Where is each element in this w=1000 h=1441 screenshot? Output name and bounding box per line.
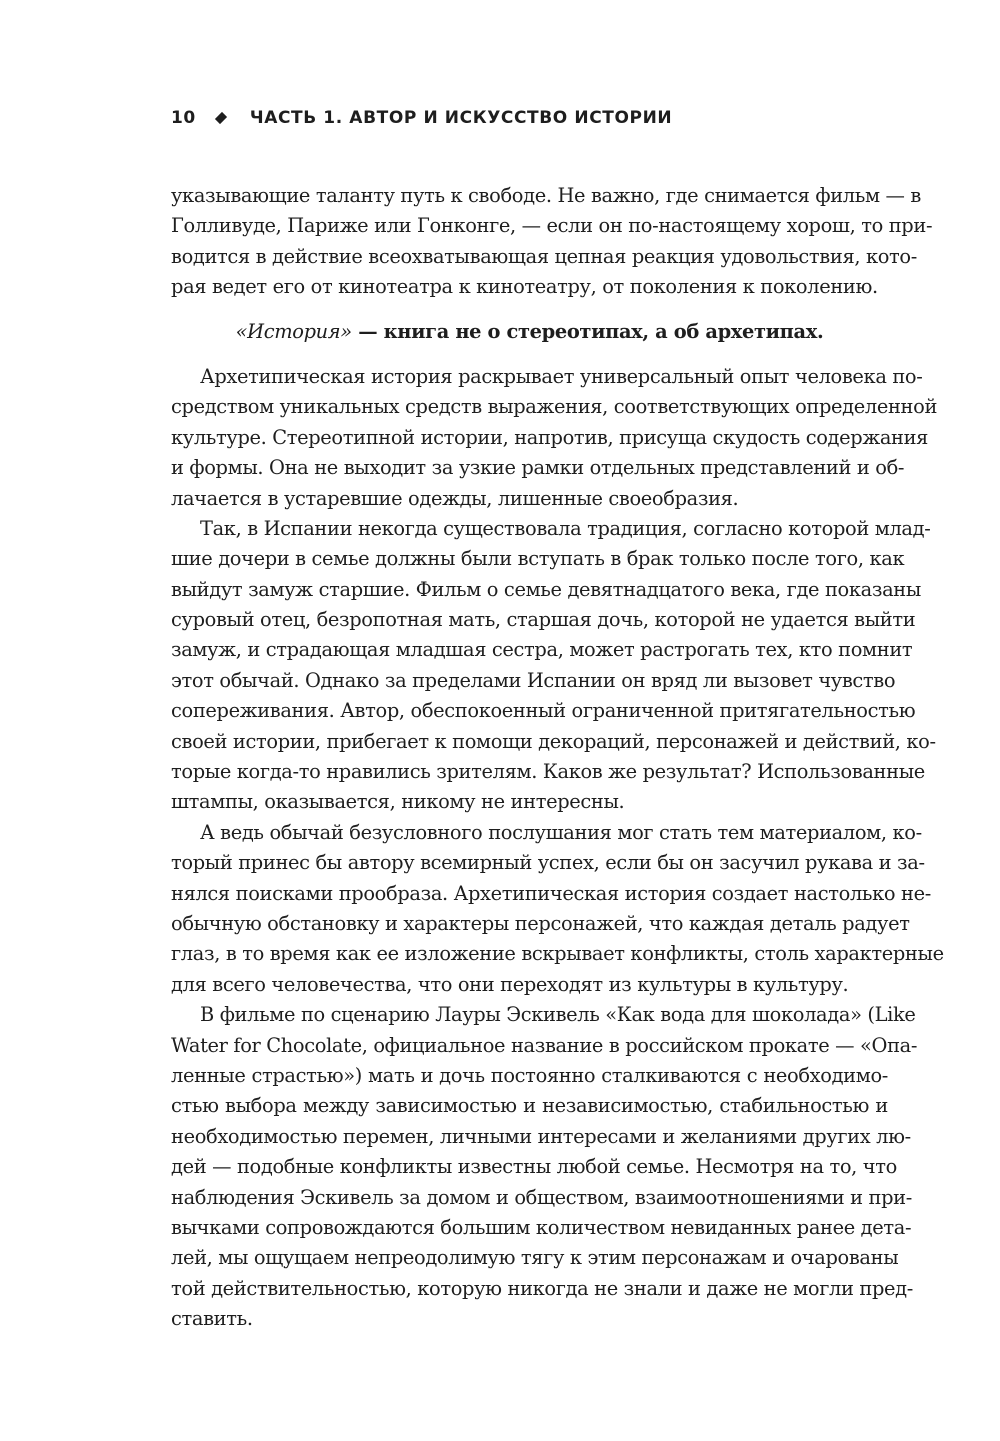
text-line: наблюдения Эскивель за домом и обществом, взаимоотношениями и при- [171,1185,912,1209]
text-line: торые когда-то нравились зрителям. Каков же результат? Использованные [171,760,925,784]
paragraph-like-water [171,1000,918,1334]
text-line: суровый отец, безропотная мать, старшая дочь, которой не удается выйти [171,608,916,632]
text-line: торый принес бы автору всемирный успех, если бы он засучил рукава и за- [171,851,925,875]
text-line: обычную обстановку и характеры персонажей, что каждая деталь радует [171,911,910,935]
text-line: ленные страстью») мать и дочь постоянно сталкиваются с необходимо- [171,1063,888,1087]
diamond-ornament-icon [215,112,227,124]
book-title: «История» [235,319,352,343]
paragraph-obedience [171,818,944,1000]
pull-quote [171,317,888,347]
running-head [171,104,672,132]
text-line: рая ведет его от кинотеатра к кинотеатру, от поколения к поколению. [171,275,878,299]
text-line: ставить. [171,1307,253,1331]
text-line: водится в действие всеохватывающая цепная реакция удовольствия, кото- [171,244,917,268]
text-line: Голливуде, Париже или Гонконге, — если он по-настоящему хорош, то при- [171,214,933,238]
text-line: и формы. Она не выходит за узкие рамки отдельных представлений и об- [171,456,905,480]
text-line: стью выбора между зависимостью и независимостью, стабильностью и [171,1094,888,1118]
paragraph-spain [171,514,936,818]
text-line: своей истории, прибегает к помощи декораций, персонажей и действий, ко- [171,729,936,753]
text-line: дей — подобные конфликты известны любой семье. Несмотря на то, что [171,1155,897,1179]
body-text [171,181,944,1334]
text-line: необходимостью перемен, личными интересами и желаниями других лю- [171,1124,911,1148]
text-line: сопереживания. Автор, обеспокоенный ограниченной притягательностью [171,699,916,723]
text-line: Water for Chocolate, официальное название в российском прокате — «Опа- [171,1033,918,1057]
text-line: штампы, оказывается, никому не интересны. [171,790,625,814]
text-line: указывающие таланту путь к свободе. Не важно, где снимается фильм — в [171,184,921,207]
text-line: Архетипическая история раскрывает универсальный опыт человека по- [200,364,923,388]
intro-paragraph [171,181,933,303]
text-line: вычками сопровождаются большим количеством невиданных ранее дета- [171,1215,912,1239]
text-line: лачается в устаревшие одежды, лишенные своеобразия. [171,486,739,510]
text-line: Так, в Испании некогда существовала традиция, согласно которой млад- [200,516,931,540]
text-line: этот обычай. Однако за пределами Испании он вряд ли вызовет чувство [171,668,896,692]
text-line: культуре. Стереотипной истории, напротив, присуща скудость содержания [171,425,929,449]
text-line: шие дочери в семье должны были вступать в брак только после того, как [171,547,905,571]
text-line: А ведь обычай безусловного послушания мог стать тем материалом, ко- [200,820,922,844]
pull-quote-text: — книга не о стереотипах, а об архетипах. [351,319,824,343]
text-line: нялся поисками прообраза. Архетипическая история создает настолько не- [171,881,931,905]
chapter-title: ЧАСТЬ 1. АВТОР И ИСКУССТВО ИСТОРИИ [249,108,673,128]
text-line: той действительностью, которую никогда не знали и даже не могли пред- [171,1276,913,1300]
text-line: глаз, в то время как ее изложение вскрывает конфликты, столь характерные [171,942,944,966]
text-line: лей, мы ощущаем непреодолимую тягу к этим персонажам и очарованы [171,1246,899,1270]
paragraph-archetype [171,362,938,514]
text-line: выйдут замуж старшие. Фильм о семье девятнадцатого века, где показаны [171,577,921,601]
text-line: В фильме по сценарию Лауры Эскивель «Как вода для шоколада» (Like [200,1003,916,1027]
text-line: для всего человечества, что они переходят из культуры в культуру. [171,972,849,996]
text-line: замуж, и страдающая младшая сестра, может растрогать тех, кто помнит [171,638,913,662]
text-line: средством уникальных средств выражения, соответствующих определенной [171,395,938,419]
page-number: 10 [171,108,196,128]
